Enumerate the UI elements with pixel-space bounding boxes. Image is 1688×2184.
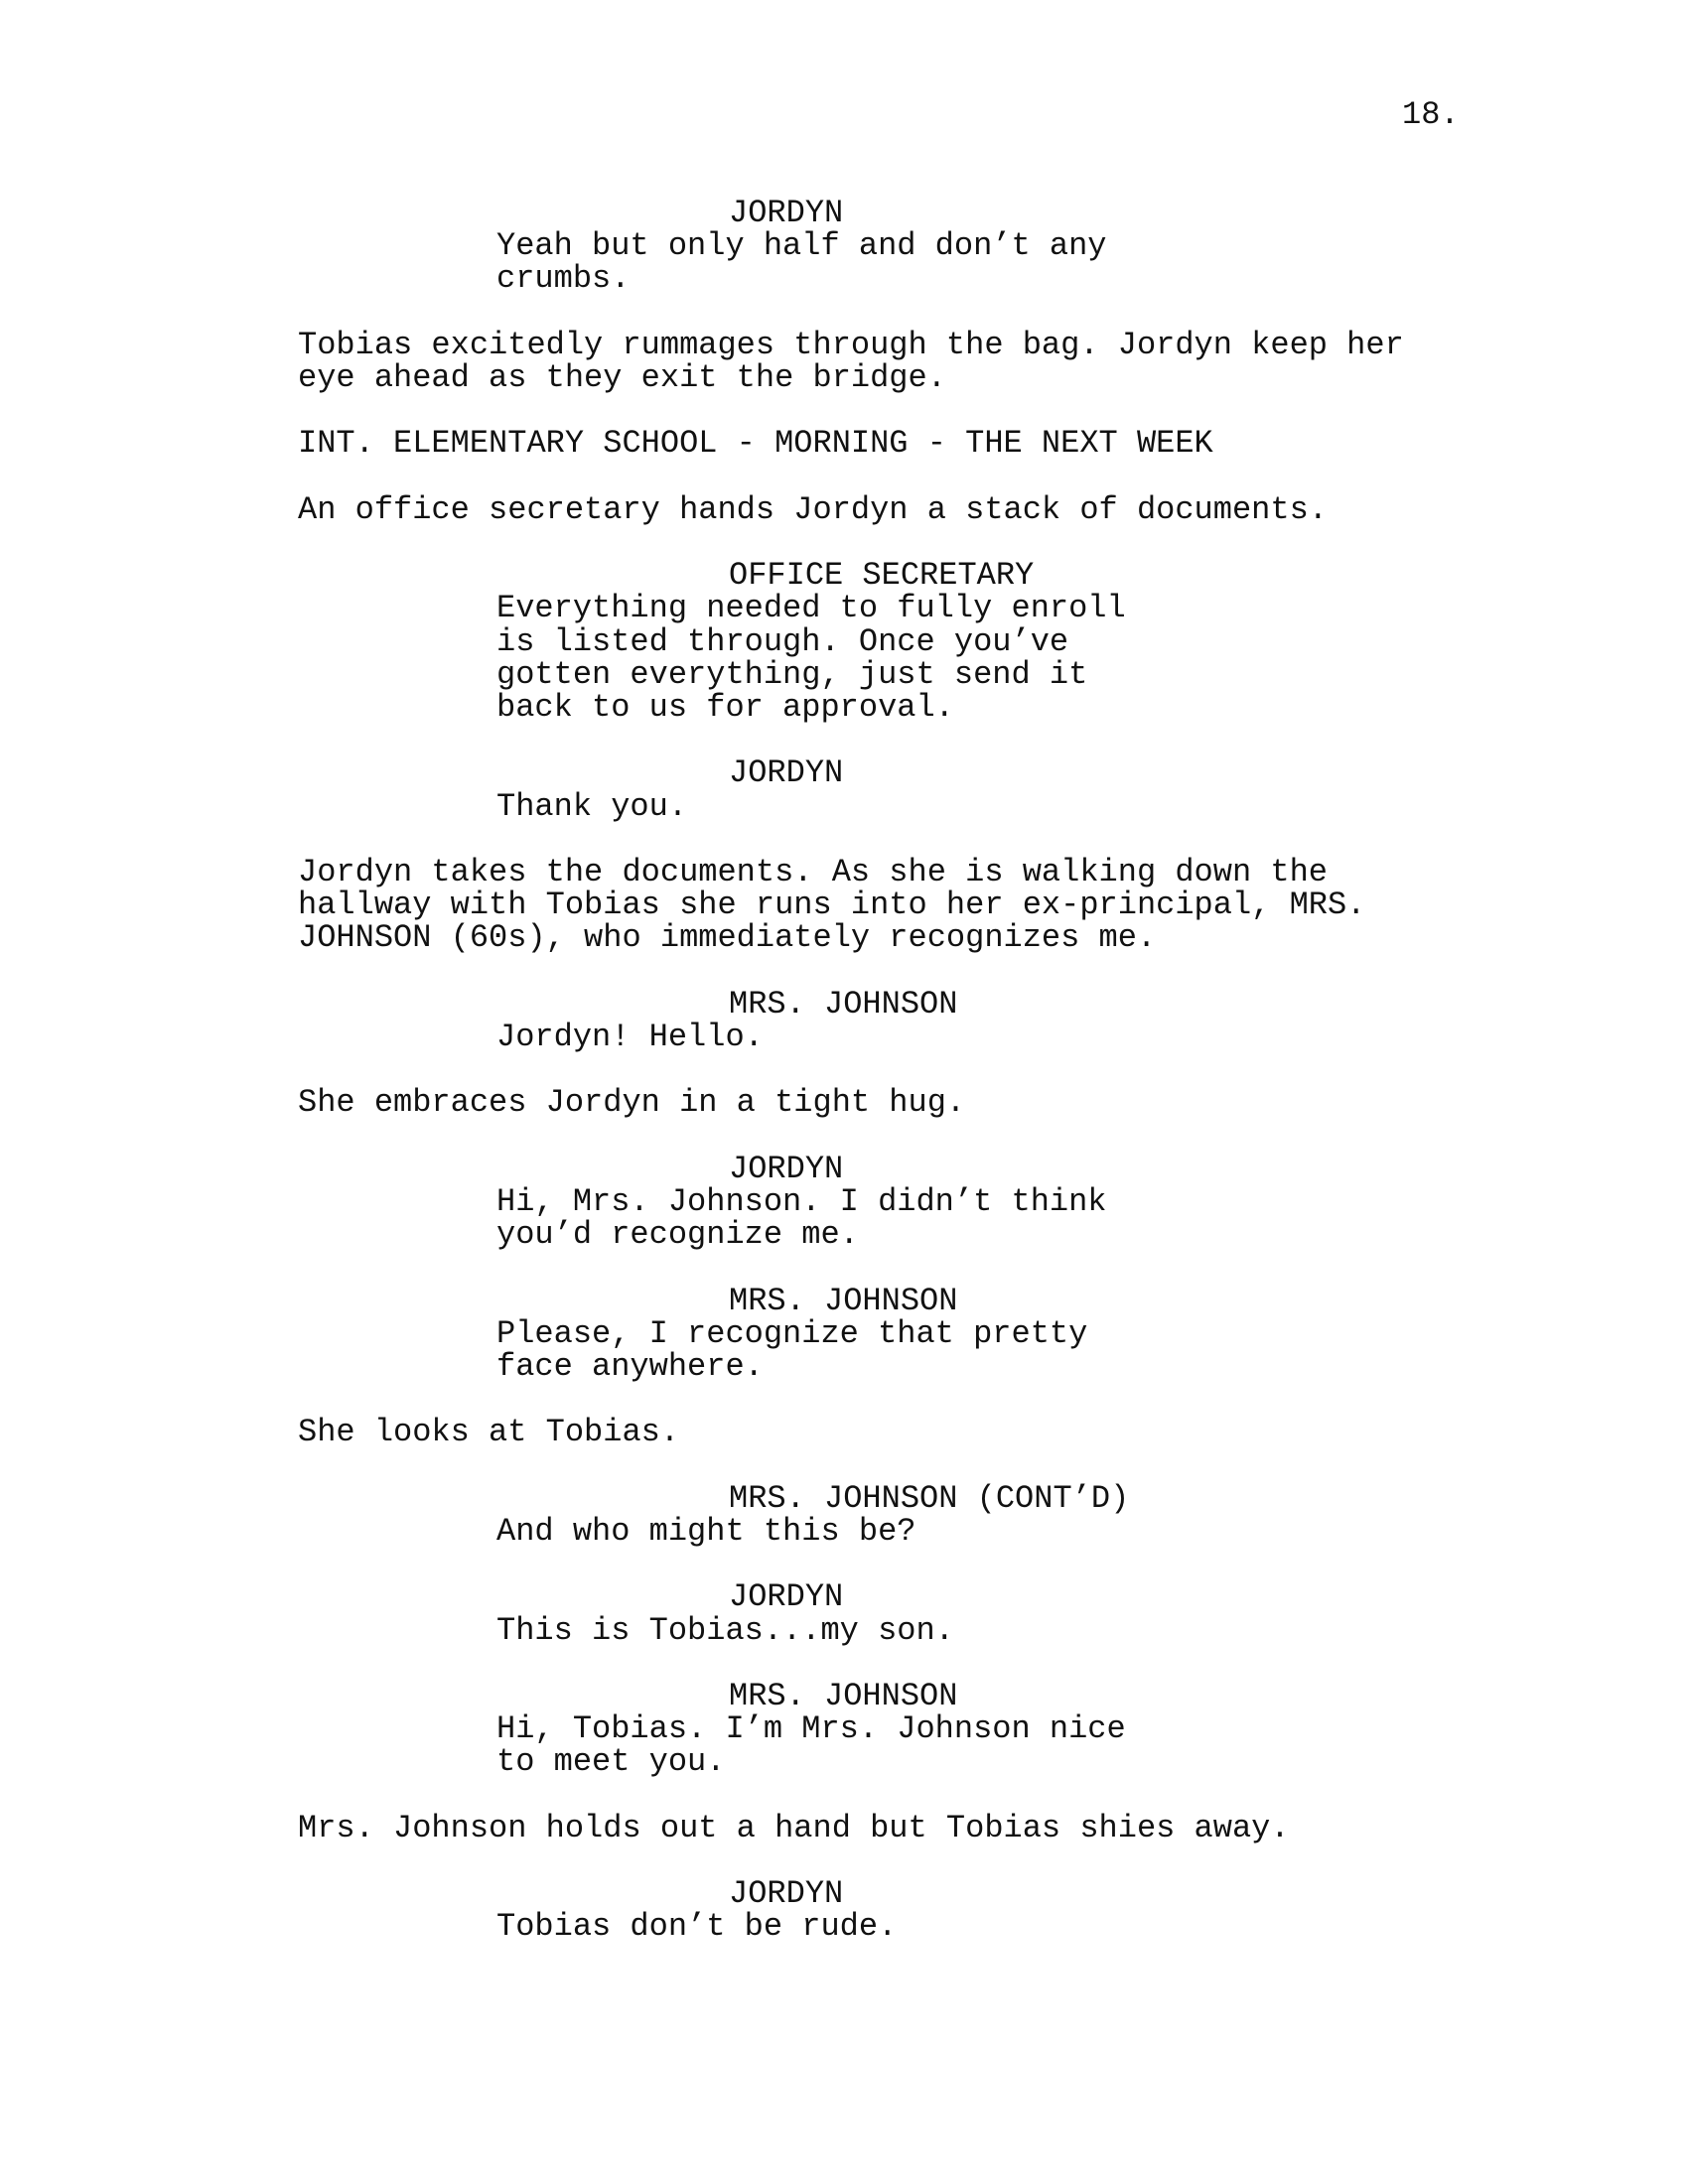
action-line: hallway with Tobias she runs into her ex-principal, MRS. [298, 887, 1366, 924]
blank-line [0, 394, 1688, 427]
dialogue-line: crumbs. [496, 260, 631, 298]
character-cue: MRS. JOHNSON [729, 1677, 958, 1714]
dialogue-line: Please, I recognize that pretty [496, 1314, 1088, 1352]
dialogue-line: back to us for approval. [496, 688, 954, 726]
character-cue: OFFICE SECRETARY [729, 557, 1035, 595]
dialogue-line: face anywhere. [496, 1347, 764, 1385]
blank-line [0, 1251, 1688, 1284]
action-line: eye ahead as they exit the bridge. [298, 359, 946, 396]
blank-line [0, 526, 1688, 559]
character-cue: MRS. JOHNSON [729, 985, 958, 1023]
action-line: She looks at Tobias. [298, 1414, 680, 1451]
dialogue-line: This is Tobias...my son. [496, 1611, 954, 1649]
blank-line [0, 296, 1688, 329]
blank-line [0, 1449, 1688, 1482]
action-line: Tobias excitedly rummages through the bag. Jordyn keep her [298, 326, 1404, 363]
blank-line [0, 1779, 1688, 1812]
scene-heading: INT. ELEMENTARY SCHOOL - MORNING - THE NEXT WEEK [298, 425, 1213, 463]
character-cue: MRS. JOHNSON [729, 1282, 958, 1319]
blank-line [0, 823, 1688, 856]
dialogue-line: Thank you. [496, 787, 688, 825]
action-line: Mrs. Johnson holds out a hand but Tobias shies away. [298, 1809, 1290, 1846]
dialogue-line: Yeah but only half and don’t any [496, 227, 1107, 265]
blank-line [0, 1548, 1688, 1580]
dialogue-line: is listed through. Once you’ve [496, 622, 1069, 660]
dialogue-line: And who might this be? [496, 1512, 916, 1550]
blank-line [0, 1120, 1688, 1153]
script-body [0, 197, 1688, 1944]
action-line: JOHNSON (60s), who immediately recognizes me. [298, 919, 1157, 957]
action-line: She embraces Jordyn in a tight hug. [298, 1084, 966, 1122]
character-cue: JORDYN [729, 754, 844, 792]
page-number: 18. [1402, 96, 1460, 133]
dialogue-line: Hi, Tobias. I’m Mrs. Johnson nice [496, 1710, 1126, 1748]
action-line: An office secretary hands Jordyn a stack of documents. [298, 490, 1328, 528]
blank-line [0, 1844, 1688, 1877]
blank-line [0, 1647, 1688, 1680]
character-cue: MRS. JOHNSON (CONT’D) [729, 1479, 1130, 1517]
character-cue: JORDYN [729, 195, 844, 231]
blank-line [0, 1383, 1688, 1416]
dialogue-line: Tobias don’t be rude. [496, 1908, 898, 1946]
dialogue-line: Hi, Mrs. Johnson. I didn’t think [496, 1182, 1107, 1220]
blank-line [0, 461, 1688, 493]
dialogue-line: Jordyn! Hello. [496, 1018, 764, 1055]
character-cue: JORDYN [729, 1578, 844, 1616]
character-cue: JORDYN [729, 1150, 844, 1187]
action-line: Jordyn takes the documents. As she is walking down the [298, 853, 1328, 890]
dialogue-line: to meet you. [496, 1743, 726, 1781]
dialogue-line: gotten everything, just send it [496, 655, 1088, 693]
blank-line [0, 1053, 1688, 1086]
character-cue: JORDYN [729, 1875, 844, 1913]
dialogue-line: Everything needed to fully enroll [496, 590, 1126, 627]
blank-line [0, 955, 1688, 988]
blank-line [0, 724, 1688, 756]
dialogue-line: you’d recognize me. [496, 1216, 859, 1254]
